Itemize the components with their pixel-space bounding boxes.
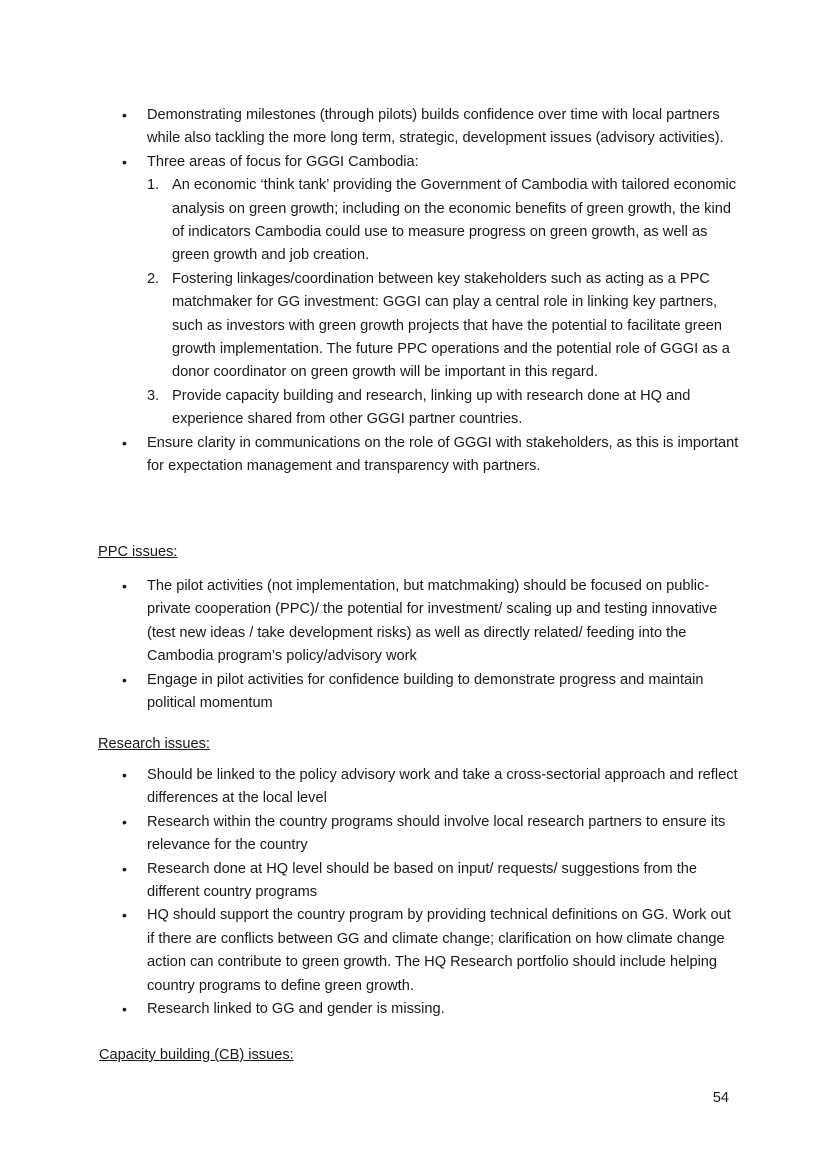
numbered-item: 2. Fostering linkages/coordination between key stakeholders such as acting as a PPC matchmaker for GG investment: GGGI can play a central role in linking key partners, such as investors with green growth projects that have the potential to facilitate green growth implementation. The future PPC operations and the potential role of GGGI as a donor coordinator on green growth will be important in this regard. xyxy=(122,268,742,385)
research-heading: Research issues: xyxy=(98,736,210,752)
numbered-item: 3. Provide capacity building and research, linking up with research done at HQ and experience shared from other GGGI partner countries. xyxy=(122,385,742,432)
list-item: • The pilot activities (not implementation, but matchmaking) should be focused on public-private cooperation (PPC)/ the potential for investment/ scaling up and testing innovative (test new ideas / take development risks) as well as directly related/ feeding into the Cambodia program’s policy/advisory work xyxy=(122,575,742,669)
list-item: • Ensure clarity in communications on the role of GGGI with stakeholders, as this is important for expectation management and transparency with partners. xyxy=(122,432,742,479)
ppc-bullet-list xyxy=(122,575,742,715)
list-item: • Research done at HQ level should be based on input/ requests/ suggestions from the different country programs xyxy=(122,858,742,905)
numbered-item: 1. An economic ‘think tank’ providing the Government of Cambodia with tailored economic analysis on green growth; including on the economic benefits of green growth, the kind of indicators Cambodia could use to measure progress on green growth, as well as green growth and job creation. xyxy=(122,174,742,268)
list-item: • Research within the country programs should involve local research partners to ensure its relevance for the country xyxy=(122,811,742,858)
research-bullet-list xyxy=(122,764,742,1021)
item-number: 1. xyxy=(147,177,160,194)
capacity-building-heading: Capacity building (CB) issues: xyxy=(99,1047,294,1063)
list-item: • HQ should support the country program by providing technical definitions on GG. Work out if there are conflicts between GG and climate change; clarification on how climate change action can contribute to green growth. The HQ Research portfolio should include helping country programs to define green growth. xyxy=(122,904,742,998)
focus-areas-list xyxy=(122,174,742,431)
item-number: 2. xyxy=(147,270,160,287)
page-number: 54 xyxy=(712,1090,729,1106)
list-item: • Engage in pilot activities for confidence building to demonstrate progress and maintain political momentum xyxy=(122,669,742,716)
ppc-heading: PPC issues: xyxy=(98,544,178,560)
list-item: • Research linked to GG and gender is missing. xyxy=(122,998,742,1021)
list-item: • Three areas of focus for GGGI Cambodia: xyxy=(122,151,742,174)
list-item: • Should be linked to the policy advisory work and take a cross-sectorial approach and reflect differences at the local level xyxy=(122,764,742,811)
intro-bullet-list xyxy=(122,104,742,479)
list-item: • Demonstrating milestones (through pilots) builds confidence over time with local partners while also tackling the more long term, strategic, development issues (advisory activities). xyxy=(122,104,742,151)
item-number: 3. xyxy=(147,387,160,404)
